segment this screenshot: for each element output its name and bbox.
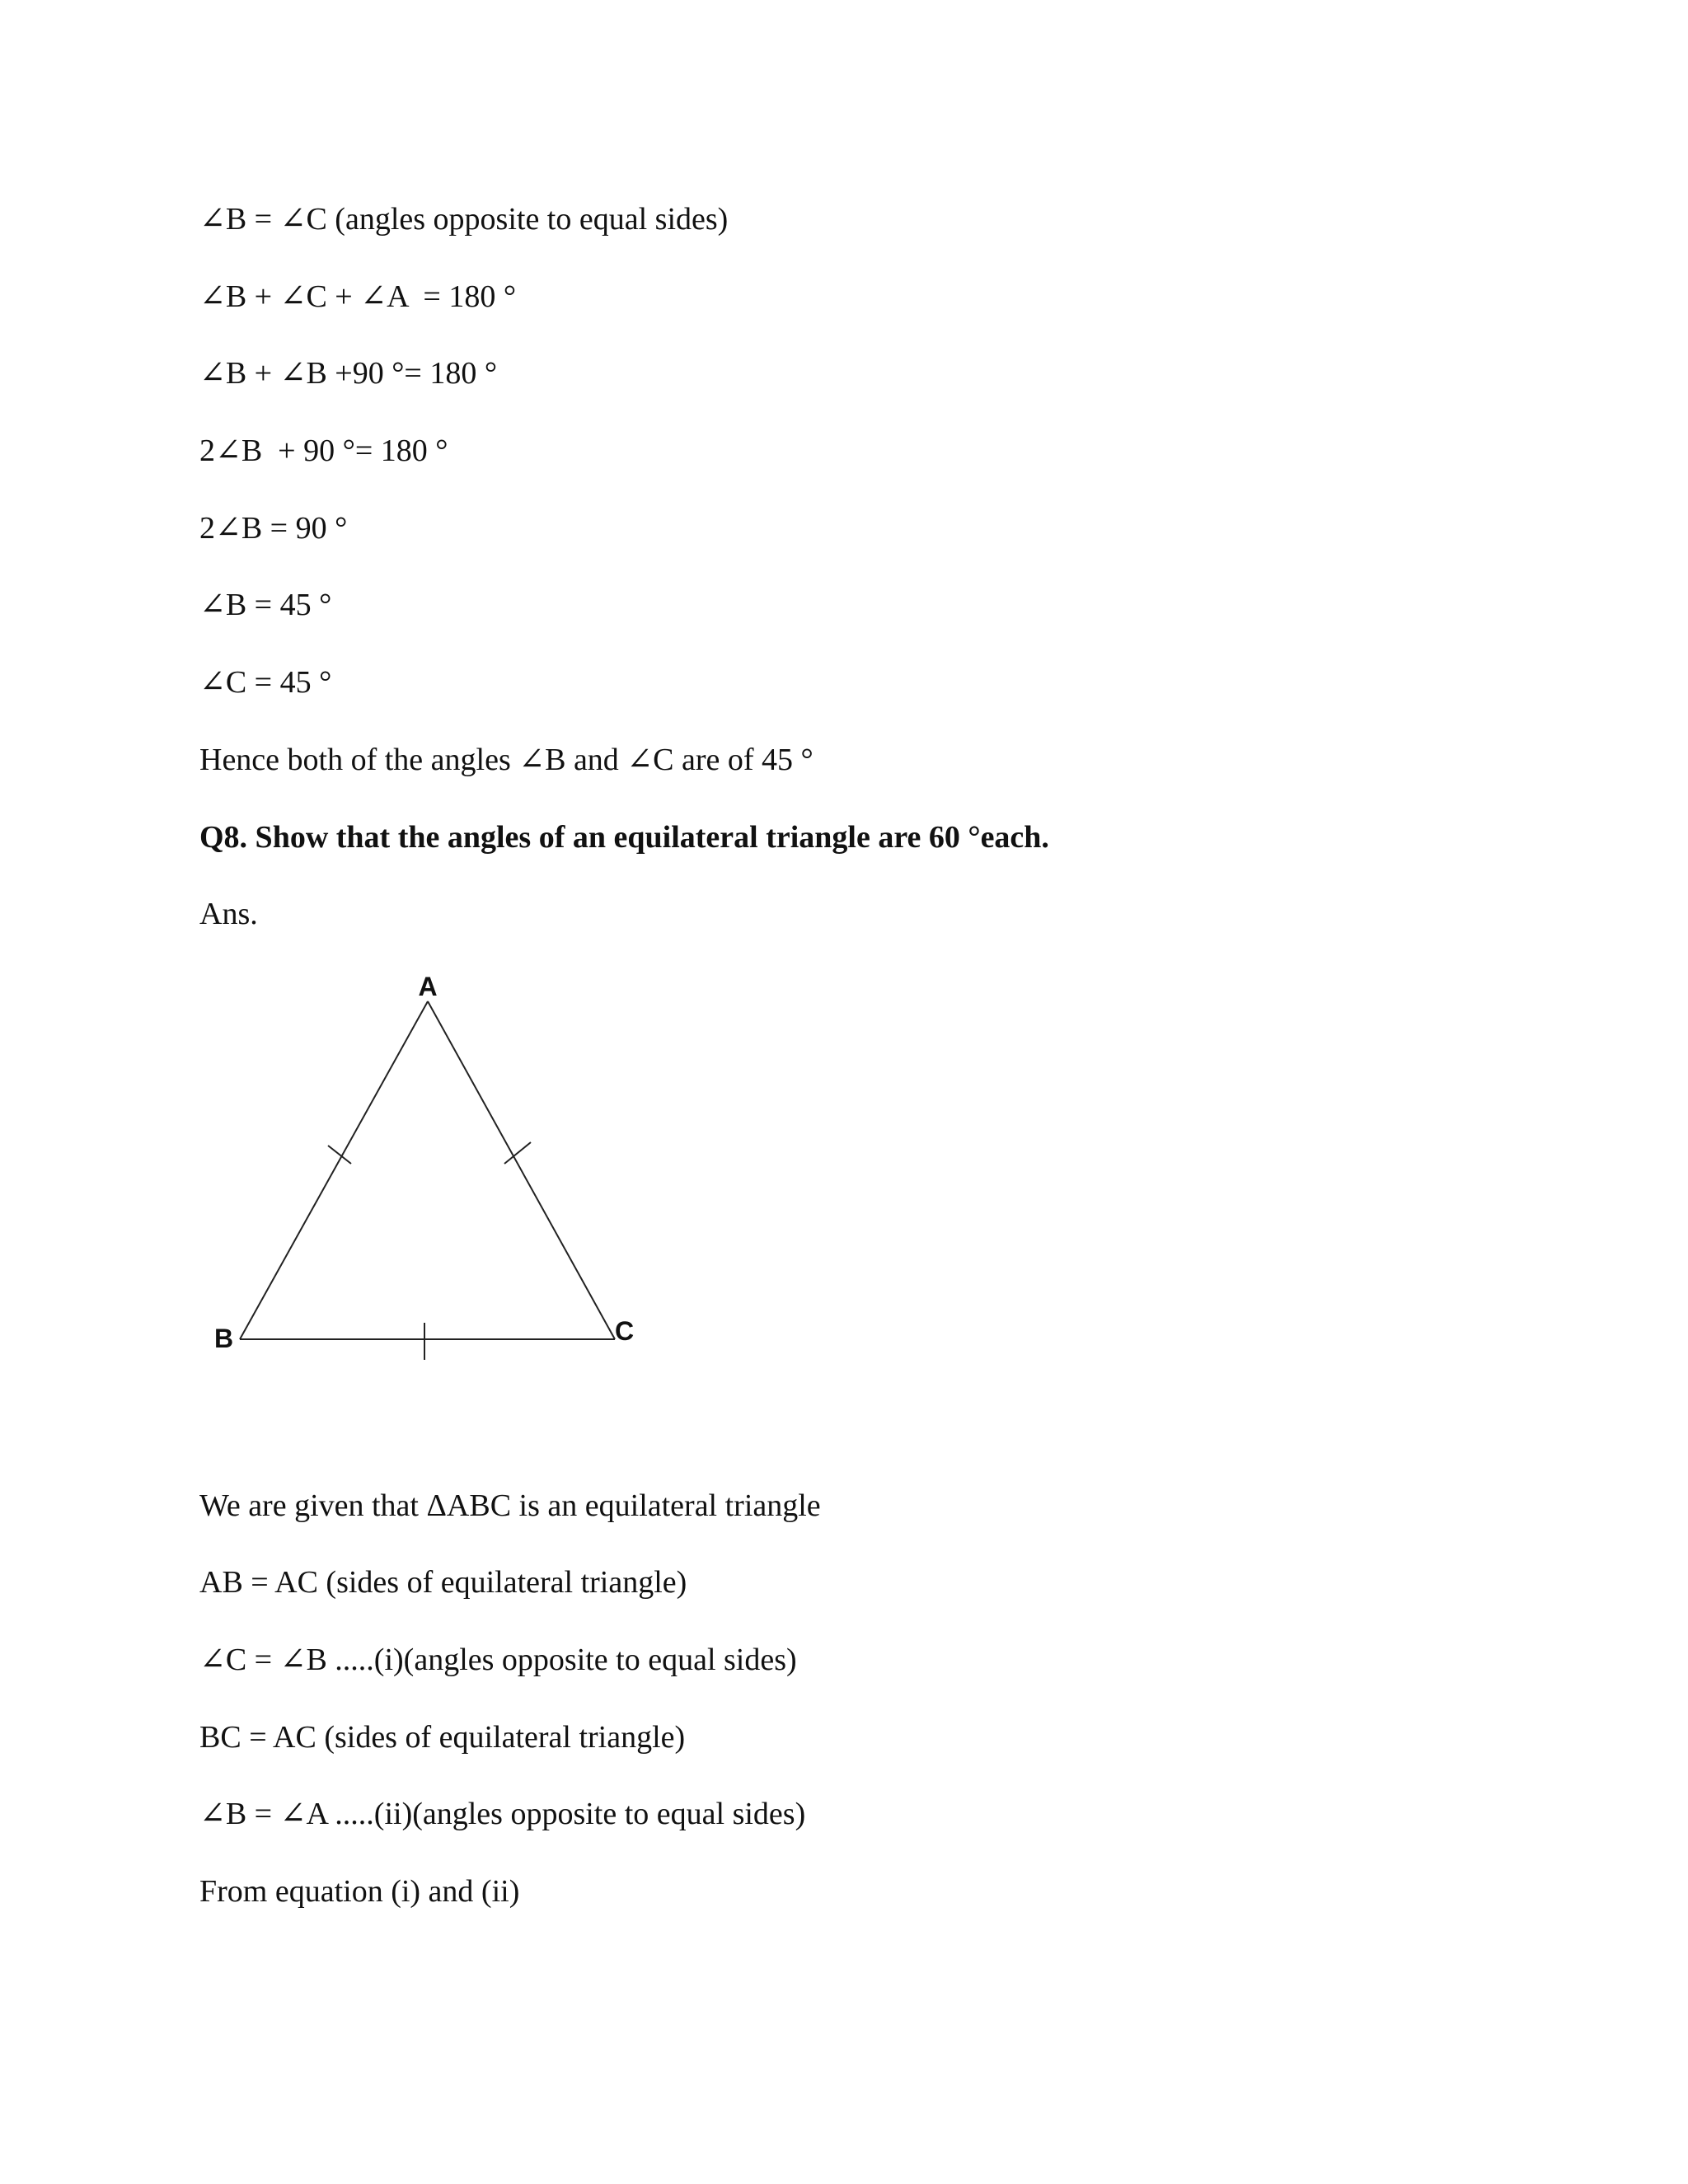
proof-line-3: BC = AC (sides of equilateral triangle): [199, 1720, 686, 1755]
equation-line-3: ∠B + ∠B +90 °= 180 °: [199, 356, 498, 391]
proof-line-5: From equation (i) and (ii): [199, 1874, 520, 1909]
proof-line-4: ∠B = ∠A .....(ii)(angles opposite to equal sides): [199, 1797, 806, 1831]
side-ab: [240, 1001, 428, 1339]
equation-line-1: ∠B = ∠C (angles opposite to equal sides): [199, 202, 729, 237]
equation-line-7: ∠C = 45 °: [199, 665, 332, 700]
proof-line-1: AB = AC (sides of equilateral triangle): [199, 1565, 687, 1600]
vertex-label-a: A: [418, 972, 438, 1001]
answer-label: Ans.: [199, 897, 258, 931]
given-line: We are given that ΔABC is an equilateral triangle: [199, 1488, 821, 1523]
proof-line-2: ∠C = ∠B .....(i)(angles opposite to equal sides): [199, 1643, 797, 1677]
question-heading: Q8. Show that the angles of an equilateral triangle are 60 °each.: [199, 820, 1049, 855]
equilateral-triangle-figure: [198, 956, 676, 1368]
side-ac: [428, 1001, 615, 1339]
equation-line-4: 2∠B + 90 °= 180 °: [199, 434, 448, 468]
conclusion-line: Hence both of the angles ∠B and ∠C are of 45 °: [199, 743, 814, 777]
equation-line-6: ∠B = 45 °: [199, 588, 332, 622]
vertex-label-b: B: [214, 1324, 234, 1353]
equation-line-2: ∠B + ∠C + ∠A = 180 °: [199, 279, 517, 314]
equation-line-5: 2∠B = 90 °: [199, 511, 348, 546]
vertex-label-c: C: [615, 1316, 635, 1346]
